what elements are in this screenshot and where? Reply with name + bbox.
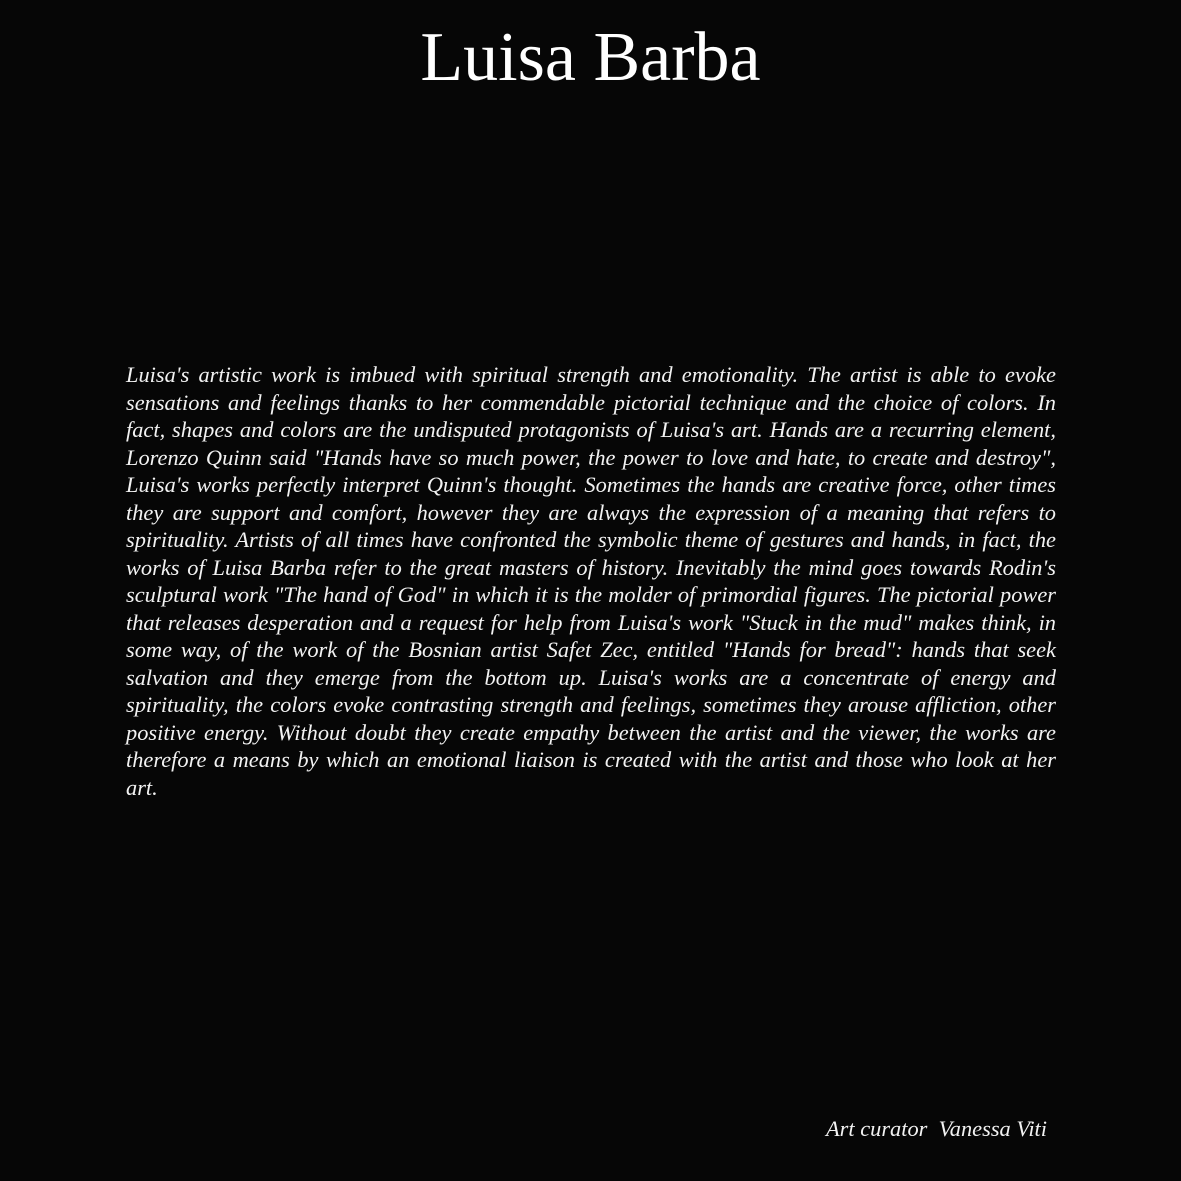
curator-statement: Luisa's artistic work is imbued with spiritual strength and emotionality. The artist is able to evoke sensations and feelings thanks to her commendable pictorial technique and the choice of colors. In fact, shapes and colors are the undisputed protagonists of Luisa's art. Hands are a recurring element, Lorenzo Quinn said "Hands have so much power, the power to love and hate, to create and destroy", Luisa's works perfectly interpret Quinn's thought. Sometimes the hands are creative force, other times they are support and comfort, however they are always the expression of a meaning that refers to spirituality. Artists of all times have confronted the symbolic theme of gestures and hands, in fact, the works of Luisa Barba refer to the great masters of history. Inevitably the mind goes towards Rodin's sculptural work "The hand of God" in which it is the molder of primordial figures. The pictorial power that releases desperation and a request for help from Luisa's work "Stuck in the mud" makes think, in some way, of the work of the Bosnian artist Safet Zec, entitled "Hands for bread": hands that seek salvation and they emerge from the bottom up. Luisa's works are a concentrate of energy and spirituality, the colors evoke contrasting strength and feelings, sometimes they arouse affliction, other positive energy. Without doubt they create empathy between the artist and the viewer, the works are therefore a means by which an emotional liaison is created with the artist and those who look at her art. bbox=[126, 362, 1056, 800]
page-title: Luisa Barba bbox=[420, 19, 761, 96]
curator-signature: Art curator Vanessa Viti bbox=[826, 1116, 1047, 1141]
